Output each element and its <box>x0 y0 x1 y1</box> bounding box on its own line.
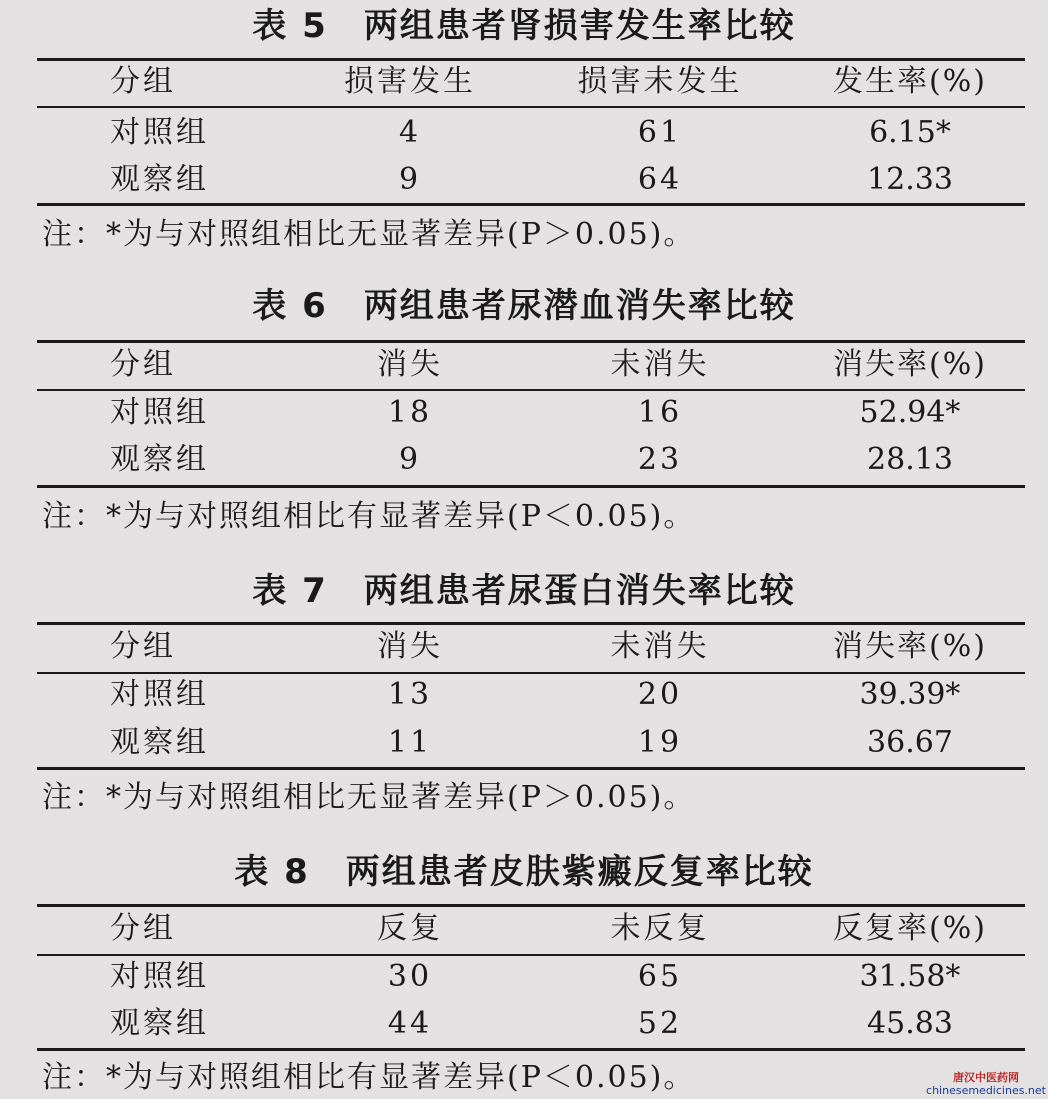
table-cell: 36.67 <box>867 725 953 760</box>
table-cell: 30 <box>387 959 433 994</box>
table-cell: 6.15* <box>869 115 951 150</box>
table-cell: 61 <box>637 115 683 150</box>
table-title: 表 6 两组患者尿潜血消失率比较 <box>252 286 796 326</box>
header-cell: 消失 <box>377 629 443 664</box>
table-cell: 45.83 <box>867 1006 953 1041</box>
table-cell: 31.58* <box>859 959 961 994</box>
header-cell: 反复 <box>377 911 443 946</box>
top-rule <box>37 622 1025 625</box>
table-cell: 对照组 <box>110 115 209 150</box>
table-cell: 对照组 <box>110 395 209 430</box>
table-note: 注：*为与对照组相比无显著差异(P＞0.05)。 <box>42 217 696 252</box>
header-cell: 分组 <box>110 911 176 946</box>
header-rule <box>37 106 1025 108</box>
table-cell: 19 <box>637 725 683 760</box>
header-cell: 未反复 <box>610 911 710 946</box>
header-rule <box>37 389 1025 391</box>
header-cell: 消失 <box>377 347 443 382</box>
table-cell: 23 <box>637 442 683 477</box>
table-title: 表 5 两组患者肾损害发生率比较 <box>252 6 796 46</box>
table-cell: 观察组 <box>110 725 209 760</box>
header-cell: 分组 <box>110 629 176 664</box>
table-cell: 11 <box>387 725 433 760</box>
header-cell: 损害未发生 <box>577 64 743 99</box>
header-cell: 分组 <box>110 347 176 382</box>
table-cell: 对照组 <box>110 959 209 994</box>
table-cell: 观察组 <box>110 162 209 197</box>
site-watermark <box>926 1071 1046 1097</box>
watermark-cn-text: 唐汉中医药网 <box>953 1071 1020 1084</box>
header-cell: 分组 <box>110 64 176 99</box>
bottom-rule <box>37 767 1025 770</box>
table-cell: 52 <box>637 1006 683 1041</box>
bottom-rule <box>37 203 1025 206</box>
header-cell: 损害发生 <box>344 64 476 99</box>
table-cell: 观察组 <box>110 442 209 477</box>
watermark-en-text: chinesemedicines.net <box>926 1084 1046 1097</box>
table-cell: 4 <box>398 115 422 150</box>
header-rule <box>37 954 1025 956</box>
bottom-rule <box>37 485 1025 488</box>
table-cell: 20 <box>637 677 683 712</box>
table-cell: 65 <box>637 959 683 994</box>
table-cell: 52.94* <box>859 395 961 430</box>
top-rule <box>37 58 1025 61</box>
table-cell: 18 <box>387 395 433 430</box>
table-cell: 13 <box>387 677 433 712</box>
bottom-rule <box>37 1048 1025 1051</box>
table-note: 注：*为与对照组相比无显著差异(P＞0.05)。 <box>42 780 696 815</box>
header-cell: 消失率(%) <box>833 347 987 382</box>
top-rule <box>37 340 1025 343</box>
table-cell: 44 <box>387 1006 433 1041</box>
table-cell: 对照组 <box>110 677 209 712</box>
table-cell: 39.39* <box>859 677 961 712</box>
table-cell: 28.13 <box>867 442 953 477</box>
table-title: 表 7 两组患者尿蛋白消失率比较 <box>252 571 796 611</box>
header-cell: 反复率(%) <box>833 911 987 946</box>
table-cell: 64 <box>637 162 683 197</box>
table-note: 注：*为与对照组相比有显著差异(P＜0.05)。 <box>42 499 696 534</box>
table-title: 表 8 两组患者皮肤紫癜反复率比较 <box>234 852 814 892</box>
table-note: 注：*为与对照组相比有显著差异(P＜0.05)。 <box>42 1060 696 1095</box>
header-cell: 未消失 <box>610 347 710 382</box>
header-rule <box>37 672 1025 674</box>
table-cell: 12.33 <box>867 162 953 197</box>
table-cell: 观察组 <box>110 1006 209 1041</box>
header-cell: 未消失 <box>610 629 710 664</box>
table-cell: 9 <box>398 162 422 197</box>
header-cell: 消失率(%) <box>833 629 987 664</box>
top-rule <box>37 904 1025 907</box>
table-cell: 9 <box>398 442 422 477</box>
header-cell: 发生率(%) <box>833 64 987 99</box>
table-cell: 16 <box>637 395 683 430</box>
